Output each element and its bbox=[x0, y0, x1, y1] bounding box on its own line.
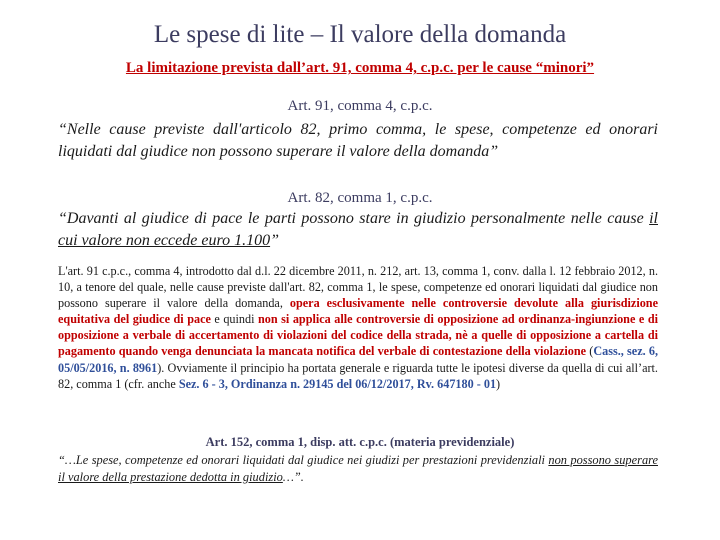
citation: Sez. 6 - 3, Ordinanza n. 29145 del 06/12/2017, Rv. 647180 - 01 bbox=[178, 376, 497, 391]
art82-quote-text: “Davanti al giudice di pace le parti possono stare in giudizio personalmente nelle cause bbox=[58, 210, 650, 227]
art82-heading: Art. 82, comma 1, c.p.c. bbox=[287, 190, 433, 206]
commentary-highlight: opera esclusivamente nelle controversie devolute alla giurisdizione equitativa del giudice di pace bbox=[58, 296, 658, 327]
citation: Cass., sez. 6, 05/05/2016, n. 8961 bbox=[58, 344, 659, 375]
art152-quote-close: …”. bbox=[282, 470, 304, 484]
commentary-text: ). Ovviamente il principio ha portata generale e riguarda tutte le ipotesi diverse da quella di cui all’art. 82, comma 1 (cfr. anche bbox=[58, 360, 658, 391]
art152-quote-text: “…Le spese, competenze ed onorari liquidati dal giudice nei giudizi per prestazioni previdenziali bbox=[58, 453, 549, 467]
art91-quote: “Nelle cause previste dall'articolo 82, primo comma, le spese, competenze ed onorari liquidati dal giudice non possono superare il valore della domanda” bbox=[58, 121, 658, 160]
page-subtitle: La limitazione prevista dall’art. 91, comma 4, c.p.c. per le cause “minori” bbox=[125, 60, 595, 76]
art82-quote-underlined: il cui valore non eccede euro 1.100 bbox=[58, 210, 658, 249]
page-title: Le spese di lite – Il valore della domanda bbox=[153, 21, 567, 48]
art82-quote bbox=[58, 208, 658, 252]
art152-quote bbox=[58, 452, 658, 486]
commentary-text: ( bbox=[586, 344, 594, 359]
commentary-paragraph bbox=[58, 263, 658, 392]
art82-quote-close: ” bbox=[270, 232, 279, 249]
commentary-text: ) bbox=[496, 376, 501, 391]
art91-heading: Art. 91, comma 4, c.p.c. bbox=[287, 98, 433, 114]
commentary-text: L'art. 91 c.p.c., comma 4, introdotto dal d.l. 22 dicembre 2011, n. 212, art. 13, comma 1, conv. dalla l. 12 febbraio 2012, n. 10, a tenore del quale, nelle cause previste dall'art. 82, comma 1, le spese, competenze ed onorari liquidati dal giudice non possono superare il valore della domanda, bbox=[58, 264, 658, 311]
commentary-text: e quindi bbox=[210, 312, 259, 327]
art152-heading: Art. 152, comma 1, disp. att. c.p.c. (materia previdenziale) bbox=[205, 435, 515, 449]
commentary-highlight: non si applica alle controversie di opposizione ad ordinanza-ingiunzione e di opposizione a verbale di accertamento di violazioni del codice della strada, nè a quelle di opposizione a cartella di pagamento quando venga denunciata la mancata notifica del verbale di contestazione della violazione bbox=[58, 312, 658, 359]
art152-quote-underlined: non possono superare il valore della prestazione dedotta in giudizio bbox=[58, 453, 658, 484]
